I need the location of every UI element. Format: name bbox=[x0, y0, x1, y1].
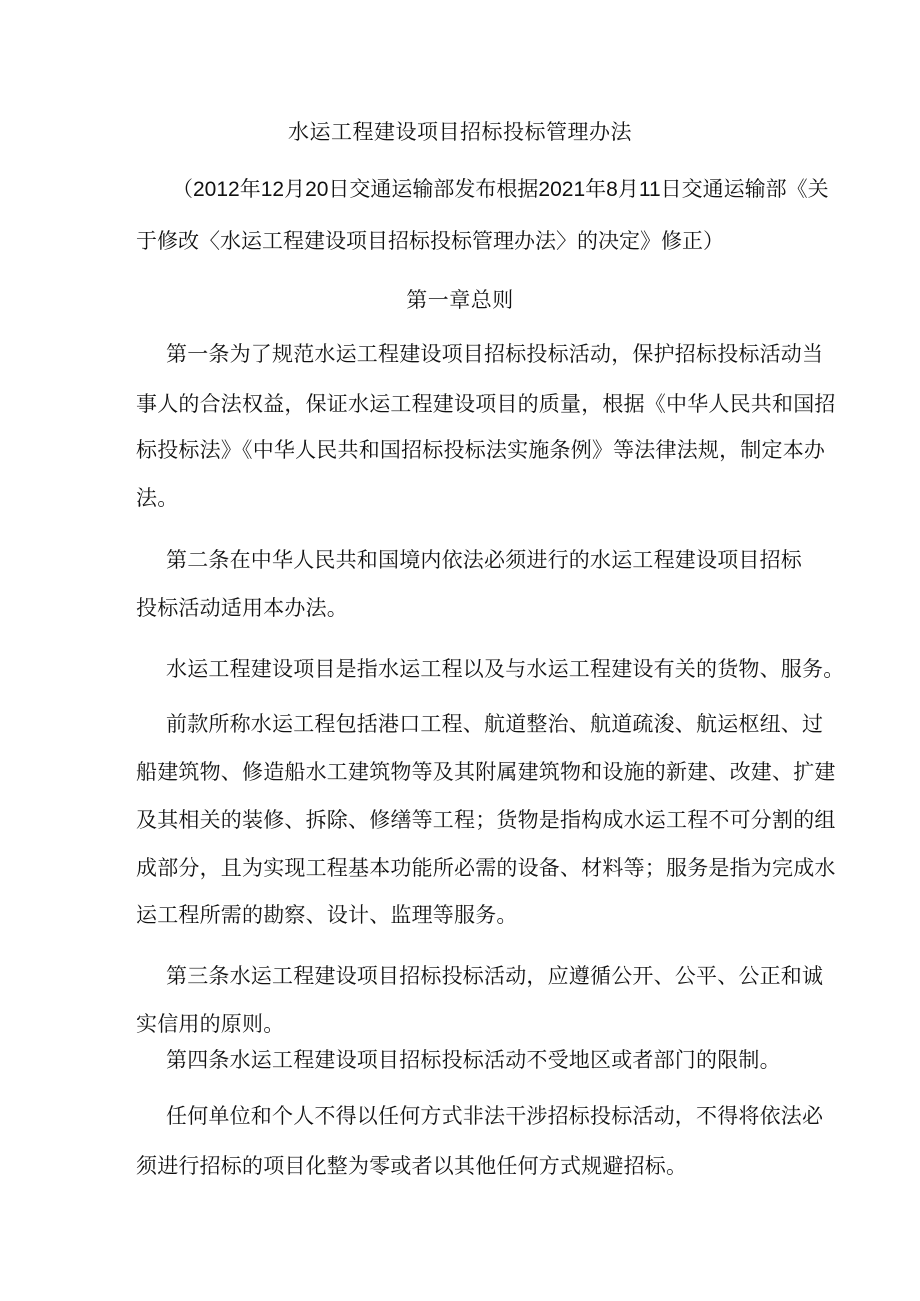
article-3-line-2: 实信用的原则。 bbox=[136, 1012, 285, 1036]
article-1-line-1: 第一条为了规范水运工程建设项目招标投标活动，保护招标投标活动当 bbox=[166, 342, 824, 366]
article-1-line-4: 法。 bbox=[136, 486, 179, 510]
definition-paragraph: 水运工程建设项目是指水运工程以及与水运工程建设有关的货物、服务。 bbox=[166, 657, 845, 681]
article-2-line-1: 第二条在中华人民共和国境内依法必须进行的水运工程建设项目招标 bbox=[166, 548, 802, 572]
prohibition-line-2: 须进行招标的项目化整为零或者以其他任何方式规避招标。 bbox=[136, 1154, 688, 1178]
scope-line-1: 前款所称水运工程包括港口工程、航道整治、航道疏浚、航运枢纽、过 bbox=[166, 712, 824, 736]
prohibition-line-1: 任何单位和个人不得以任何方式非法干涉招标投标活动，不得将依法必 bbox=[166, 1104, 824, 1128]
chapter-heading: 第一章总则 bbox=[406, 288, 514, 312]
article-4-paragraph: 第四条水运工程建设项目招标投标活动不受地区或者部门的限制。 bbox=[166, 1048, 781, 1072]
article-3-line-1: 第三条水运工程建设项目招标投标活动，应遵循公开、公平、公正和诚 bbox=[166, 964, 824, 988]
revision-note-line-2: 于修改〈水运工程建设项目招标投标管理办法〉的决定》修正） bbox=[136, 230, 724, 253]
article-2-line-2: 投标活动适用本办法。 bbox=[136, 596, 348, 620]
article-1-line-2: 事人的合法权益，保证水运工程建设项目的质量，根据《中华人民共和国招 bbox=[136, 392, 836, 416]
scope-line-5: 运工程所需的勘察、设计、监理等服务。 bbox=[136, 903, 518, 927]
scope-line-4: 成部分，且为实现工程基本功能所必需的设备、材料等；服务是指为完成水 bbox=[136, 856, 836, 880]
scope-line-3: 及其相关的装修、拆除、修缮等工程；货物是指构成水运工程不可分割的组 bbox=[136, 808, 836, 832]
scope-line-2: 船建筑物、修造船水工建筑物等及其附属建筑物和设施的新建、改建、扩建 bbox=[136, 760, 836, 784]
document-title: 水运工程建设项目招标投标管理办法 bbox=[288, 120, 632, 144]
article-1-line-3: 标投标法》《中华人民共和国招标投标法实施条例》等法律法规，制定本办 bbox=[136, 438, 826, 462]
revision-note-line-1: （2012年12月20日交通运输部发布根据2021年8月11日交通运输部《关 bbox=[172, 178, 829, 201]
